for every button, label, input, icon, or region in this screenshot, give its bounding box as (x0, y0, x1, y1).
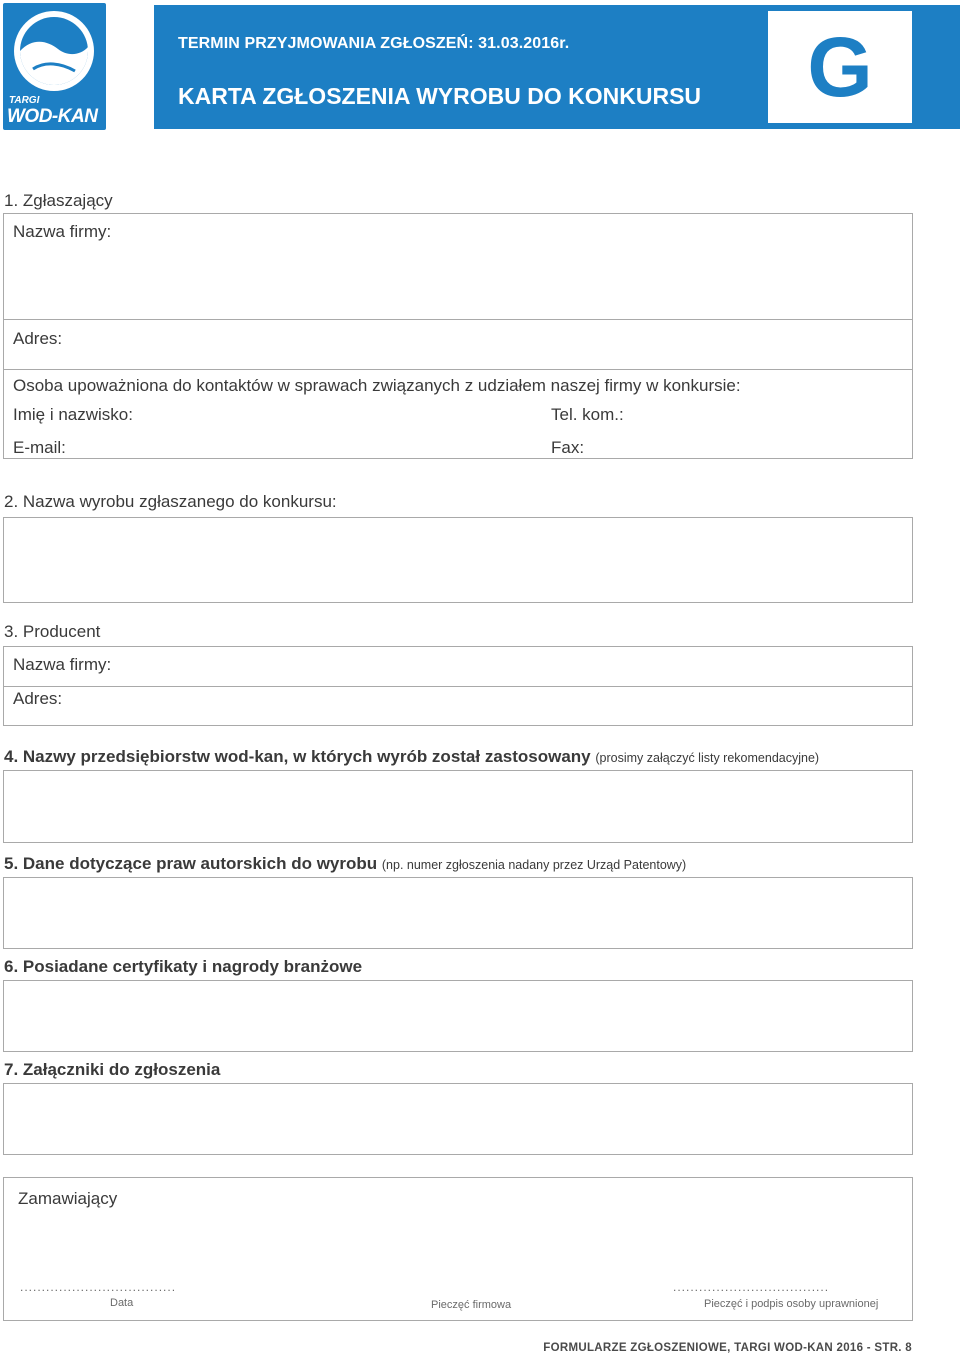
logo-top-text: TARGI (9, 95, 40, 106)
section-2-heading: 2. Nazwa wyrobu zgłaszanego do konkursu: (4, 492, 337, 511)
orderer-label: Zamawiający (18, 1189, 118, 1208)
page-footer: FORMULARZE ZGŁOSZENIOWE, TARGI WOD-KAN 2016 - STR. 8 (543, 1342, 912, 1354)
submission-deadline: TERMIN PRZYJMOWANIA ZGŁOSZEŃ: 31.03.2016r. (178, 35, 570, 52)
producent-address-label: Adres: (13, 689, 63, 708)
divider (3, 686, 913, 687)
company-stamp-label: Pieczęć firmowa (431, 1299, 512, 1311)
copyright-data-field[interactable] (3, 877, 913, 949)
applicant-company-label: Nazwa firmy: (13, 222, 112, 241)
contact-fax-label: Fax: (551, 438, 585, 457)
header-banner (154, 5, 960, 129)
contact-email-label: E-mail: (13, 438, 66, 457)
section-7-heading: 7. Załączniki do zgłoszenia (4, 1060, 221, 1079)
producent-company-label: Nazwa firmy: (13, 655, 112, 674)
form-letter: G (807, 19, 873, 114)
section-4-heading (4, 747, 819, 767)
date-label: Data (110, 1297, 134, 1309)
signature-dotted-line[interactable]: .................................... (673, 1280, 830, 1294)
section-5-title: 5. Dane dotyczące praw autorskich do wyrobu (4, 854, 378, 873)
logo-main-text: WOD-KAN (7, 106, 98, 127)
form-title: KARTA ZGŁOSZENIA WYROBU DO KONKURSU (178, 83, 702, 109)
section-4-title: 4. Nazwy przedsiębiorstw wod-kan, w których wyrób został zastosowany (4, 747, 591, 766)
signature-label: Pieczęć i podpis osoby uprawnionej (704, 1298, 879, 1310)
attachments-field[interactable] (3, 1083, 913, 1155)
targi-wod-kan-logo (3, 3, 106, 130)
applicant-address-field[interactable] (3, 320, 913, 368)
applicant-company-field[interactable] (3, 222, 913, 318)
section-5-heading (4, 854, 686, 874)
form-letter-badge (768, 11, 912, 123)
date-dotted-line[interactable]: .................................... (20, 1280, 177, 1294)
section-4-note: (prosimy załączyć listy rekomendacyjne) (595, 751, 820, 765)
section-6-heading: 6. Posiadane certyfikaty i nagrody branżowe (4, 957, 363, 976)
section-1-heading: 1. Zgłaszający (4, 191, 113, 210)
section-3-heading: 3. Producent (4, 622, 101, 641)
divider (3, 369, 913, 370)
contact-phone-label: Tel. kom.: (551, 405, 624, 424)
section-5-note: (np. numer zgłoszenia nadany przez Urząd Patentowy) (381, 858, 687, 872)
applicant-address-label: Adres: (13, 329, 63, 348)
contact-intro-text: Osoba upoważniona do kontaktów w sprawach związanych z udziałem naszej firmy w konkursie: (13, 376, 741, 395)
product-name-field[interactable] (3, 517, 913, 603)
certificates-field[interactable] (3, 980, 913, 1052)
contact-name-label: Imię i nazwisko: (13, 405, 133, 424)
wod-kan-companies-field[interactable] (3, 770, 913, 843)
